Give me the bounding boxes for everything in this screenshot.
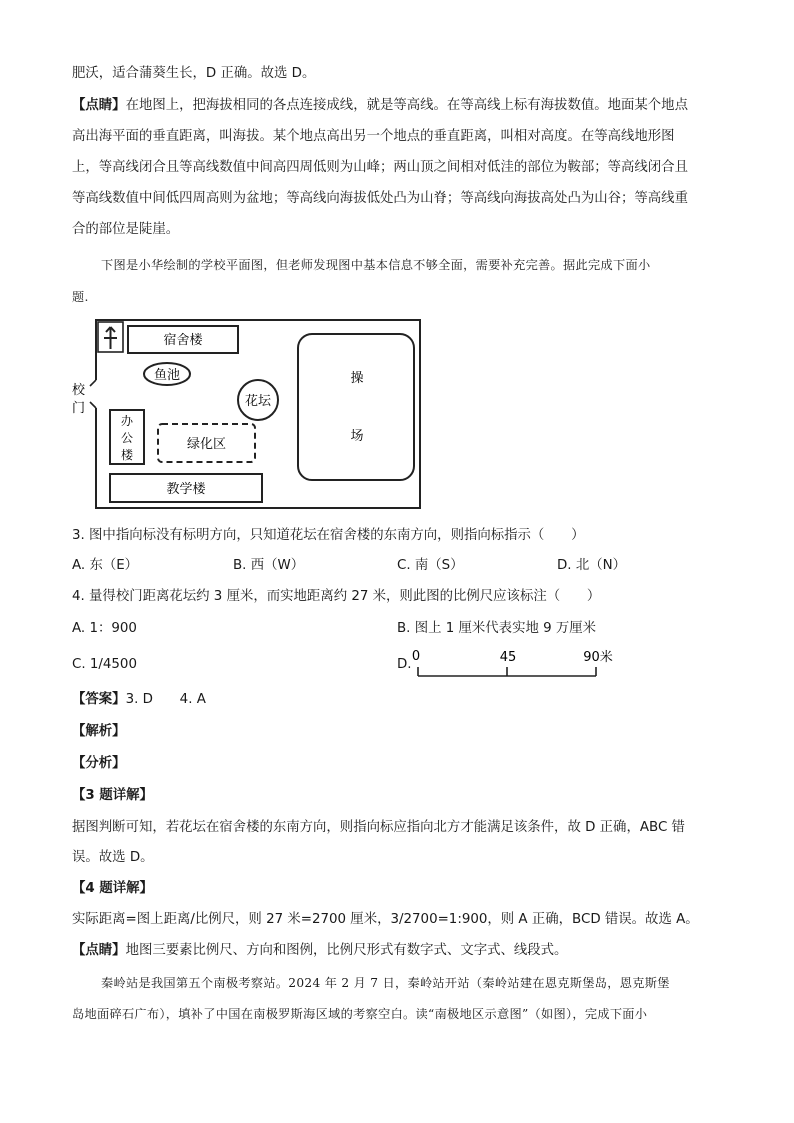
option-a: A. 1：900 xyxy=(72,621,137,636)
text-span: 在地图上，把海拔相同的各点连接成线，就是等高线。在等高线上标有海拔数值。地面某个地点 xyxy=(125,98,688,113)
flower-bed-label: 花坛 xyxy=(244,394,272,409)
analysis-heading: 【解析】 xyxy=(72,724,126,739)
text-line: 误。故选 D。 xyxy=(72,850,154,865)
option-d: D. 北（N） xyxy=(557,558,627,573)
option-c: C. 南（S） xyxy=(397,558,464,573)
option-a: A. 东（E） xyxy=(72,558,139,573)
text-line: 等高线数值中间低四周高则为盆地；等高线向海拔低处凸为山脊；等高线向海拔高处凸为山谷；等高线重 xyxy=(72,191,688,206)
line-scale xyxy=(396,646,626,680)
answer-text: 3. D 4. A xyxy=(125,692,206,707)
text-line: 高出海平面的垂直距离，叫海拔。某个地点高出另一个地点的垂直距离，叫相对高度。在等高线地形图 xyxy=(72,129,675,144)
text-line: 上，等高线闭合且等高线数值中间高四周低则为山峰；两山顶之间相对低洼的部位为鞍部；等高线闭合且 xyxy=(72,160,688,175)
office-label: 楼 xyxy=(120,448,134,462)
gate-label: 校 xyxy=(72,383,86,398)
text-line xyxy=(72,941,567,961)
analysis-heading: 【分析】 xyxy=(72,756,126,771)
fish-pond-label: 鱼池 xyxy=(153,368,181,383)
answer-line xyxy=(72,690,206,710)
q3-detail-heading: 【3 题详解】 xyxy=(72,788,153,803)
question-intro: 秦岭站是我国第五个南极考察站。2024 年 2 月 7 日，秦岭站开站（秦岭站建在恩克斯堡岛，恩克斯堡 xyxy=(101,976,670,990)
gate-mark xyxy=(90,402,96,408)
scale-label-90: 90米 xyxy=(583,650,613,665)
text-line: 肥沃，适合蒲葵生长，D 正确。故选 D。 xyxy=(72,66,316,81)
dianjing-tag: 【点睛】 xyxy=(72,943,126,958)
question-stem: 4. 量得校门距离花坛约 3 厘米，而实地距离约 27 米，则此图的比例尺应该标注（ ） xyxy=(72,589,601,604)
text-span: 地图三要素比例尺、方向和图例，比例尺形式有数字式、文字式、线段式。 xyxy=(125,943,568,958)
option-b: B. 图上 1 厘米代表实地 9 万厘米 xyxy=(397,621,597,636)
office-label: 公 xyxy=(120,431,134,445)
text-line: 合的部位是陡崖。 xyxy=(72,222,180,237)
question-stem: 3. 图中指向标没有标明方向，只知道花坛在宿舍楼的东南方向，则指向标指示（ ） xyxy=(72,528,585,543)
option-d: D. xyxy=(397,657,412,672)
school-map xyxy=(72,318,432,514)
question-intro: 题. xyxy=(72,290,89,304)
text-line xyxy=(72,96,688,116)
text-line: 据图判断可知，若花坛在宿舍楼的东南方向，则指向标应指向北方才能满足该条件，故 D 正确，ABC 错 xyxy=(72,820,685,835)
green-area-label: 绿化区 xyxy=(186,437,227,452)
gate-mark xyxy=(90,380,96,386)
question-intro: 下图是小华绘制的学校平面图，但老师发现图中基本信息不够全面，需要补充完善。据此完成下面小 xyxy=(101,258,651,272)
playground-label: 操 xyxy=(350,371,364,386)
teaching-building-label: 教学楼 xyxy=(166,482,206,497)
scale-label-45: 45 xyxy=(499,650,517,665)
north-arrow-icon xyxy=(98,322,123,352)
dormitory-label: 宿舍楼 xyxy=(163,333,203,348)
text-line: 实际距离=图上距离/比例尺，则 27 米=2700 厘米，3/2700=1:900，则 A 正确，BCD 错误。故选 A。 xyxy=(72,912,699,927)
question-intro: 岛地面碎石广布），填补了中国在南极罗斯海区域的考察空白。读“南极地区示意图”（如图），完成下面小 xyxy=(72,1007,648,1021)
playground xyxy=(298,334,414,480)
answer-tag: 【答案】 xyxy=(72,692,126,707)
scale-label-0: 0 xyxy=(411,649,421,664)
option-c: C. 1/4500 xyxy=(72,657,137,672)
option-b: B. 西（W） xyxy=(233,558,305,573)
gate-label: 门 xyxy=(72,401,86,416)
dianjing-tag: 【点睛】 xyxy=(72,98,126,113)
office-label: 办 xyxy=(120,414,134,428)
playground-label: 场 xyxy=(350,429,364,444)
q4-detail-heading: 【4 题详解】 xyxy=(72,881,153,896)
